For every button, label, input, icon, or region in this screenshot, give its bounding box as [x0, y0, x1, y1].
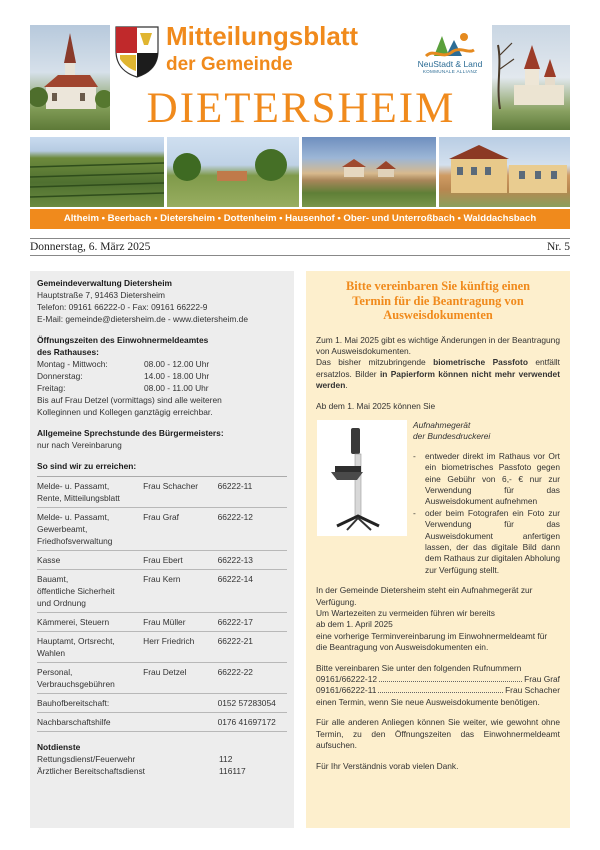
admin-title: Gemeindeverwaltung Dietersheim	[37, 278, 172, 288]
contact-person: Frau Detzel	[143, 667, 187, 677]
contact-dept: Melde- u. Passamt,	[37, 512, 110, 522]
coat-of-arms-icon	[114, 25, 160, 79]
contact-dept: Personal,	[37, 667, 73, 677]
phone-person: Frau Graf	[524, 674, 560, 685]
emergency-title: Notdienste	[37, 742, 81, 752]
admin-phone: Telefon: 09161 66222-0 - Fax: 09161 66222-9	[37, 302, 208, 312]
hours-title: Öffnungszeiten des Einwohnermeldeamtes	[37, 335, 209, 345]
contact-phone: 66222-11	[217, 481, 253, 491]
alliance-logo-icon	[412, 26, 488, 86]
contact-row	[37, 551, 287, 570]
contact-dept: Bauamt,	[37, 574, 69, 584]
contact-dept: öffentliche Sicherheit	[37, 586, 115, 596]
contact-phone: 66222-12	[217, 512, 253, 522]
castle-photo	[492, 25, 570, 130]
option-item: - oder beim Fotografen ein Foto zur Verwendung für das Ausweisdokument anfertigen lassen, der das digitale Bild dann dem Rathaus zur digitalen Abholung zur Verfügung stellt.	[413, 507, 560, 575]
device-caption	[413, 420, 560, 443]
newsletter-title: Mitteilungsblatt	[166, 21, 359, 51]
issue-date: Donnerstag, 6. März 2025	[30, 241, 151, 253]
contact-phone: 66222-22	[217, 667, 253, 677]
photo-terminal-image	[317, 420, 407, 536]
town-name: DIETERSHEIM	[146, 85, 456, 132]
article-intro: Zum 1. Mai 2025 gibt es wichtige Änderungen in der Beantragung von Ausweisdokumenten.	[316, 334, 560, 356]
contact-dept: Wahlen	[37, 648, 66, 658]
village-photo	[302, 137, 436, 207]
hours-note: Bis auf Frau Detzel (vormittags) sind alle weiteren	[37, 395, 222, 405]
contact-dept: Friedhofsverwaltung	[37, 536, 113, 546]
headline-line: Ausweisdokumenten	[383, 308, 493, 322]
phone-line	[316, 685, 560, 696]
hours-day: Donnerstag:	[37, 371, 83, 381]
article-headline	[316, 279, 560, 323]
contact-dept: Kasse	[37, 555, 61, 565]
contact-title: So sind wir zu erreichen:	[37, 461, 137, 471]
phones-outro: einen Termin, wenn Sie neue Ausweisdokumente benötigen.	[316, 696, 540, 707]
phones-intro: Bitte vereinbaren Sie unter den folgenden Rufnummern	[316, 662, 522, 673]
hours-time: 08.00 - 12.00 Uhr	[144, 359, 210, 369]
phone-number: 09161/66222-12	[316, 674, 378, 685]
device-section	[316, 420, 560, 576]
hours-time: 08.00 - 11.00 Uhr	[144, 383, 209, 393]
admin-info-box	[30, 271, 294, 828]
issue-line	[30, 238, 570, 256]
article-box	[306, 271, 570, 828]
emergency-phone: 112	[219, 754, 233, 764]
contact-row	[37, 613, 287, 632]
contact-row	[37, 694, 287, 713]
contact-row	[37, 663, 287, 694]
contact-row	[37, 477, 287, 508]
article-from-date: Ab dem 1. Mai 2025 können Sie	[316, 400, 436, 411]
option-text: oder beim Fotografen ein Foto zur Verwendung für das Ausweisdokument anfertigen lassen, der das digitale Bild dann dem Rathaus zur digitalen Abholung zur Verfügung stellt.	[425, 507, 560, 575]
village-list-banner: Altheim • Beerbach • Dietersheim • Dottenheim • Hausenhof • Ober- und Unterroßbach • Walddachsbach	[30, 209, 570, 229]
hours-row	[37, 370, 287, 382]
meadow-photo	[167, 137, 299, 207]
contact-dept: Hauptamt, Ortsrecht,	[37, 636, 115, 646]
mayor-text: nur nach Vereinbarung	[37, 440, 122, 450]
contact-phone: 66222-17	[217, 617, 253, 627]
article-photo-note: Das bisher mitzubringende biometrische Passfoto entfällt ersatzlos. Bilder in Papierform können nicht mehr verwendet werden.	[316, 357, 560, 391]
contact-row	[37, 570, 287, 613]
contact-dept: Verbrauchsgebühren	[37, 679, 115, 689]
hours-day: Montag - Mittwoch:	[37, 359, 108, 369]
issue-number: Nr. 5	[547, 241, 570, 253]
contact-dept: Kämmerei, Steuern	[37, 617, 110, 627]
article-wait-note: Um Wartezeiten zu vermeiden führen wir bereits	[316, 608, 495, 619]
emergency-label: Rettungsdienst/Feuerwehr	[37, 754, 136, 764]
hours-title-cont: des Rathauses:	[37, 347, 99, 357]
mayor-title: Allgemeine Sprechstunde des Bürgermeisters:	[37, 428, 224, 438]
hours-day: Freitag:	[37, 383, 66, 393]
contact-phone: 66222-14	[217, 574, 253, 584]
phone-person: Frau Schacher	[505, 685, 560, 696]
contact-row	[37, 713, 287, 732]
contact-row	[37, 508, 287, 551]
contact-dept: Melde- u. Passamt,	[37, 481, 110, 491]
church-photo	[30, 25, 110, 130]
caption-line: der Bundesdruckerei	[413, 431, 491, 442]
contact-person: Herr Friedrich	[143, 636, 195, 646]
emergency-phone: 116117	[219, 766, 246, 776]
hours-row	[37, 382, 287, 394]
contact-person: Frau Kern	[143, 574, 181, 584]
option-text: entweder direkt im Rathaus vor Ort ein biometrisches Passfoto gegen eine Gebühr von 6,- € nur zur Verwendung für das Ausweisdokument aufnehmen	[425, 450, 560, 507]
article-thanks: Für Ihr Verständnis vorab vielen Dank.	[316, 760, 459, 771]
contact-phone: 66222-13	[217, 555, 253, 565]
option-item: - entweder direkt im Rathaus vor Ort ein biometrisches Passfoto gegen eine Gebühr von 6,- € nur zur Verwendung für das Ausweisdokument aufnehmen	[413, 450, 560, 507]
hours-note-cont: Kolleginnen und Kollegen ganztägig erreichbar.	[37, 407, 213, 417]
headline-line: Bitte vereinbaren Sie künftig einen	[345, 279, 531, 293]
contact-person: Frau Ebert	[143, 555, 183, 565]
admin-address: Hauptstraße 7, 91463 Dietersheim	[37, 290, 166, 300]
contact-person: Frau Müller	[143, 617, 186, 627]
contact-phone: 0176 41697172	[217, 717, 276, 727]
contact-dept: Bauhofbereitschaft:	[37, 698, 110, 708]
caption-line: Aufnahmegerät	[413, 419, 471, 430]
phone-line	[316, 674, 560, 685]
admin-email: E-Mail: gemeinde@dietersheim.de - www.dietersheim.de	[37, 314, 248, 324]
contact-dept: Gewerbeamt,	[37, 524, 88, 534]
contact-phone: 66222-21	[217, 636, 253, 646]
newsletter-subtitle: der Gemeinde	[166, 54, 293, 75]
contact-phone: 0152 57283054	[217, 698, 276, 708]
alliance-logo-name: NeuStadt & Land	[417, 59, 483, 69]
alliance-logo-subtitle: KOMMUNALE ALLIANZ	[422, 69, 478, 74]
building-photo	[439, 137, 570, 207]
emergency-row	[37, 753, 287, 765]
contact-dept: und Ordnung	[37, 598, 86, 608]
phone-number: 09161/66222-11	[316, 685, 377, 696]
contact-dept: Rente, Mitteilungsblatt	[37, 493, 120, 503]
article-appointment-note: eine vorherige Terminvereinbarung im Einwohnermeldeamt für die Beantragung von Ausweisdokumenten ein.	[316, 630, 548, 653]
contact-row	[37, 632, 287, 663]
hours-time: 14.00 - 18.00 Uhr	[144, 371, 210, 381]
article-device-note: In der Gemeinde Dietersheim steht ein Aufnahmegerät zur Verfügung.	[316, 585, 533, 607]
emergency-row	[37, 765, 287, 777]
hours-row	[37, 358, 287, 370]
article-other-matters: Für alle anderen Anliegen können Sie weiter, wie gewohnt ohne Termin, zu den Öffnungszeiten das Einwohnermeldeamt aufsuchen.	[316, 717, 560, 751]
contact-dept: Nachbarschaftshilfe	[37, 717, 111, 727]
article-april-date: ab dem 1. April 2025	[316, 619, 393, 630]
headline-line: Termin für die Beantragung von	[352, 293, 524, 308]
contact-person: Frau Graf	[143, 512, 179, 522]
emergency-label: Ärztlicher Bereitschaftsdienst	[37, 766, 145, 776]
contact-person: Frau Schacher	[143, 481, 199, 491]
vineyard-photo	[30, 137, 164, 207]
